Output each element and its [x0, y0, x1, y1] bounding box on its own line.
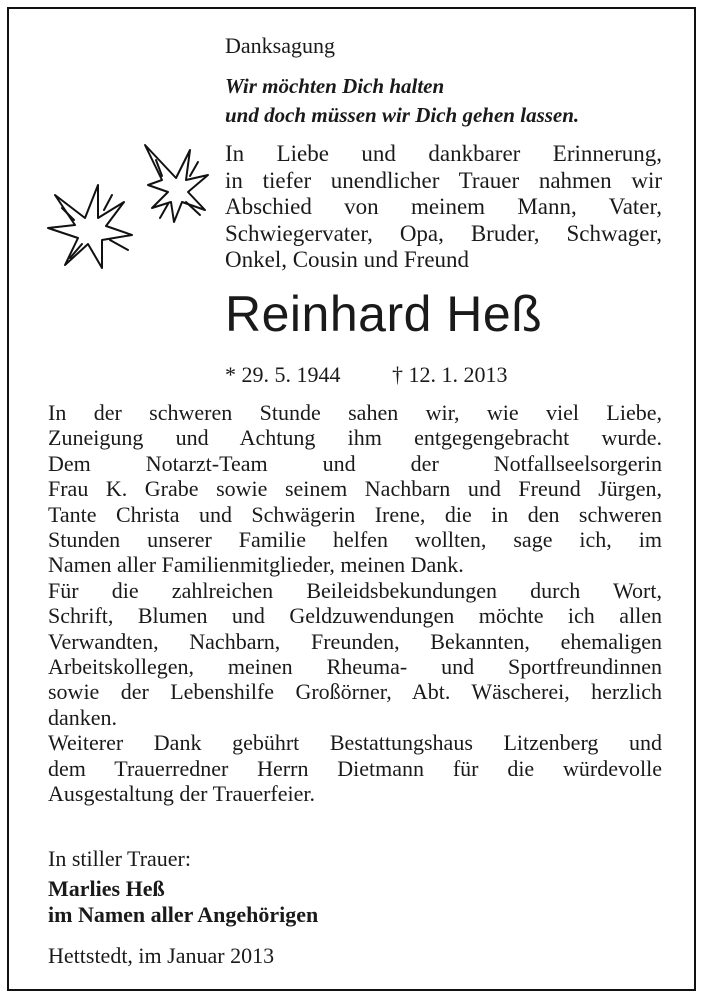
intro-line-2: in tiefer unendlicher Trauer nahmen wir [225, 167, 662, 193]
body-line-5: Tante Christa und Schwägerin Irene, die in den schweren [48, 501, 662, 527]
body-line-6: Stunden unserer Familie helfen wollten, sage ich, im [48, 527, 662, 552]
body-line-12: sowie der Lebenshilfe Großörner, Abt. Wäscherei, herzlich [48, 679, 662, 705]
place-date: Hettstedt, im Januar 2013 [48, 943, 275, 968]
body-line-9: Schrift, Blumen und Geldzuwendungen möchte ich allen [48, 603, 662, 629]
body-line-7: Namen aller Familienmitglieder, meinen Dank. [48, 552, 464, 578]
body-line-14: Weiterer Dank gebührt Bestattungshaus Litzenberg und [48, 730, 662, 756]
closing-phrase: In stiller Trauer: [48, 846, 191, 871]
motto-line-2: und doch müssen wir Dich gehen lassen. [225, 103, 580, 127]
body-line-15: dem Trauerredner Herrn Dietmann für die würdevolle [48, 755, 662, 781]
birth-date: * 29. 5. 1944 [225, 362, 341, 387]
intro-line-3: Abschied von meinem Mann, Vater, [225, 194, 662, 219]
body-line-8: Für die zahlreichen Beileidsbekundungen durch Wort, [48, 577, 662, 603]
body-line-4: Frau K. Grabe sowie seinem Nachbarn und Freund Jürgen, [48, 476, 662, 502]
heading: Danksagung [225, 33, 335, 58]
body-line-1: In der schweren Stunde sahen wir, wie viel Liebe, [48, 400, 662, 425]
intro-line-1: In Liebe und dankbarer Erinnerung, [225, 141, 662, 166]
signer-note: im Namen aller Angehörigen [48, 902, 319, 927]
motto-line-1: Wir möchten Dich halten [225, 74, 445, 98]
hand-drawn-stars-icon [40, 140, 210, 270]
body-line-16: Ausgestaltung der Trauerfeier. [48, 781, 315, 806]
body-line-10: Verwandten, Nachbarn, Freunden, Bekannten, ehemaligen [48, 628, 662, 654]
intro-line-4: Schwiegervater, Opa, Bruder, Schwager, [225, 220, 662, 246]
death-date: † 12. 1. 2013 [392, 362, 508, 387]
body-line-13: danken. [48, 704, 118, 730]
body-line-2: Zuneigung und Achtung ihm entgegengebracht wurde. [48, 425, 662, 451]
intro-line-5: Onkel, Cousin und Freund [225, 247, 470, 272]
body-line-11: Arbeitskollegen, meinen Rheuma- und Sportfreundinnen [48, 654, 662, 679]
body-line-3: Dem Notarzt-Team und der Notfallseelsorgerin [48, 450, 662, 476]
deceased-name: Reinhard Heß [225, 286, 543, 342]
signer-name: Marlies Heß [48, 876, 165, 901]
